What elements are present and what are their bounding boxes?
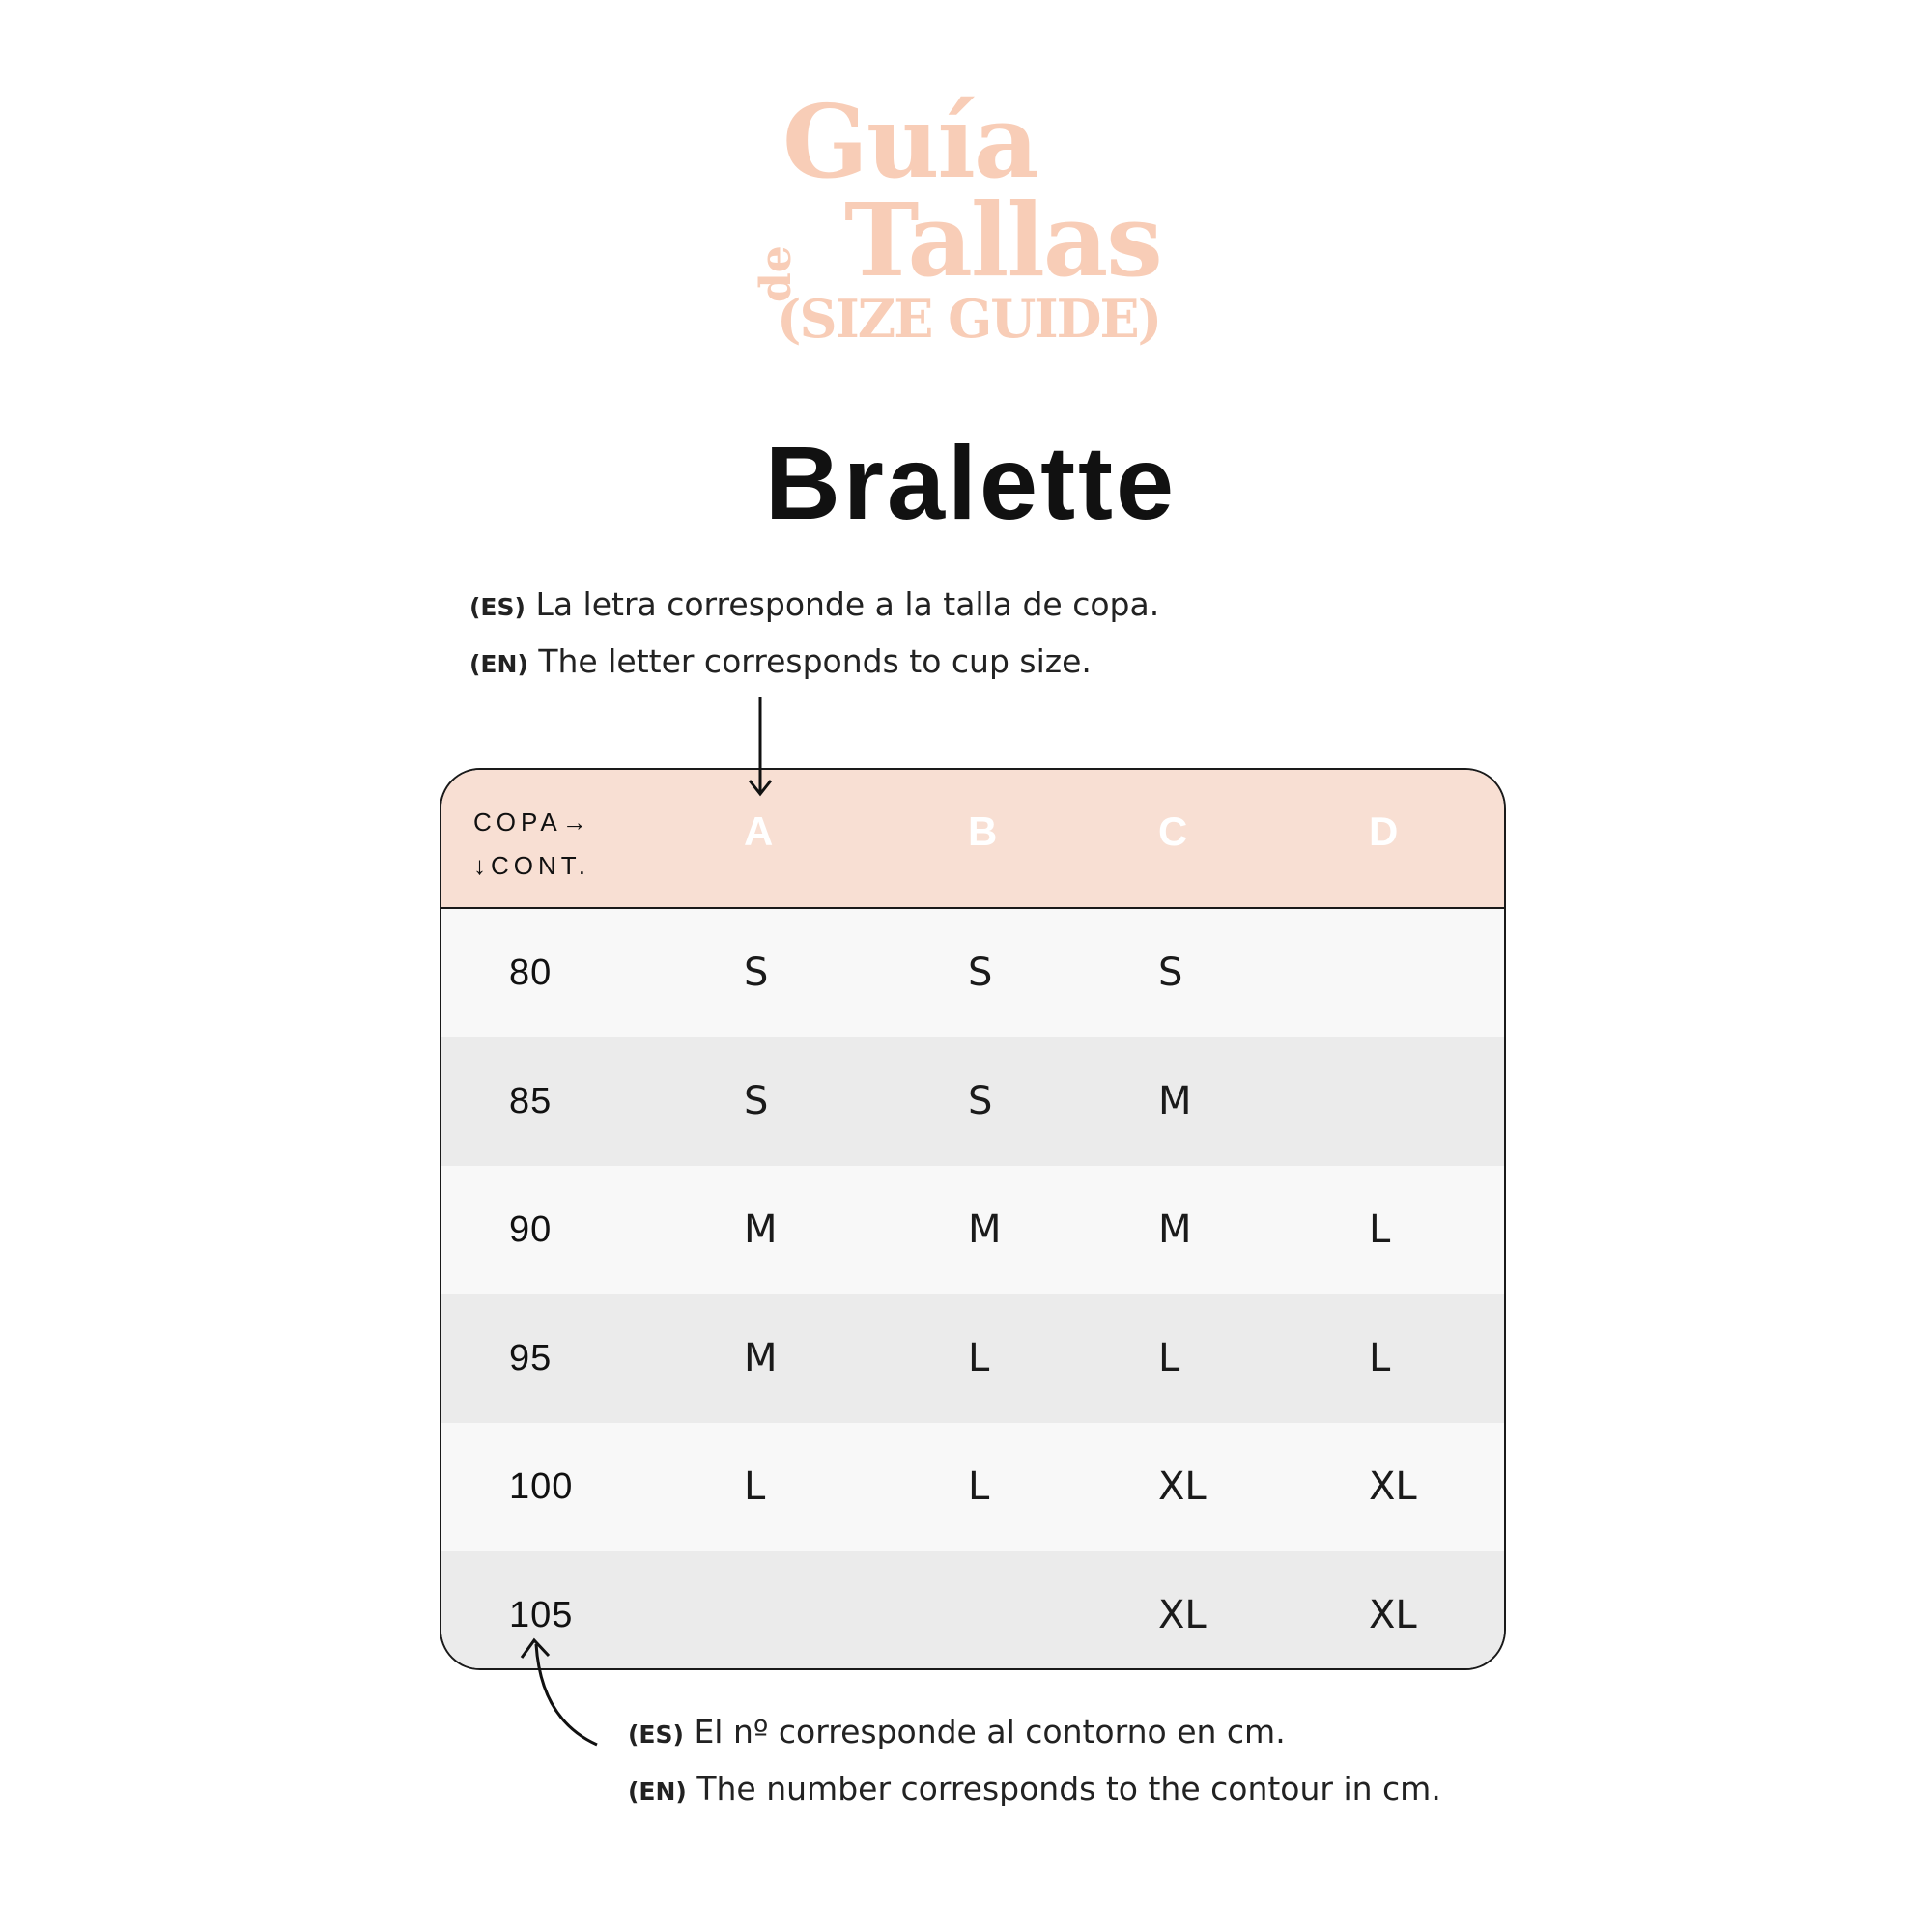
- table-cell: S: [744, 951, 769, 995]
- table-cell: L: [1369, 1336, 1391, 1380]
- column-header-c: C: [1158, 809, 1188, 854]
- table-cell: L: [968, 1336, 990, 1380]
- lang-tag-en: (EN): [469, 650, 528, 678]
- table-cell: XL: [1158, 1593, 1207, 1637]
- lang-tag-es: (ES): [469, 593, 526, 621]
- corner-cup-label: COPA→: [473, 808, 592, 837]
- logo-de: de: [752, 245, 801, 302]
- cup-note-es-text: La letra corresponde a la talla de copa.: [535, 585, 1160, 623]
- row-label: 80: [509, 952, 553, 993]
- table-cell: M: [968, 1208, 1002, 1252]
- table-cell: M: [744, 1208, 778, 1252]
- table-cell: L: [1158, 1336, 1180, 1380]
- table-cell: L: [968, 1464, 990, 1509]
- contour-note: [628, 1705, 1441, 1819]
- row-label: 105: [509, 1595, 574, 1635]
- column-header-b: B: [968, 809, 998, 854]
- table-cell: L: [1369, 1208, 1391, 1252]
- cup-note-es: [469, 578, 1159, 635]
- contour-note-es-text: El nº corresponde al contorno en cm.: [694, 1713, 1286, 1750]
- table-header: [441, 770, 1504, 909]
- table-row: [441, 1423, 1504, 1551]
- lang-tag-en: (EN): [628, 1777, 687, 1805]
- table-cell: XL: [1369, 1464, 1417, 1509]
- cup-note-en-text: The letter corresponds to cup size.: [538, 642, 1092, 680]
- table-row: [441, 1166, 1504, 1294]
- logo-tallas: Tallas: [844, 181, 1161, 299]
- table-cell: M: [744, 1336, 778, 1380]
- cup-size-note: [469, 578, 1159, 692]
- table-row: [441, 909, 1504, 1037]
- size-table: [440, 768, 1506, 1670]
- corner-contour-label: ↓CONT.: [473, 851, 590, 880]
- table-row: [441, 1037, 1504, 1166]
- cup-note-en: [469, 635, 1159, 692]
- table-cell: L: [744, 1464, 766, 1509]
- row-label: 90: [509, 1209, 553, 1250]
- contour-note-en: [628, 1762, 1441, 1819]
- table-cell: XL: [1369, 1593, 1417, 1637]
- corner-label: [473, 801, 592, 888]
- table-cell: S: [968, 951, 993, 995]
- row-label: 85: [509, 1081, 553, 1122]
- row-label: 100: [509, 1466, 574, 1507]
- contour-note-en-text: The number corresponds to the contour in cm.: [696, 1770, 1441, 1807]
- size-guide-logo: [752, 82, 1188, 353]
- row-label: 95: [509, 1338, 553, 1378]
- table-row: [441, 1294, 1504, 1423]
- column-header-d: D: [1369, 809, 1399, 854]
- table-row: [441, 1551, 1504, 1670]
- table-cell: S: [968, 1079, 993, 1123]
- table-cell: XL: [1158, 1464, 1207, 1509]
- logo-size-guide: (SIZE GUIDE): [777, 288, 1161, 350]
- table-cell: S: [744, 1079, 769, 1123]
- contour-note-es: [628, 1705, 1441, 1762]
- page-title: Bralette: [764, 424, 1178, 541]
- table-cell: M: [1158, 1208, 1192, 1252]
- lang-tag-es: (ES): [628, 1720, 684, 1748]
- table-cell: M: [1158, 1079, 1192, 1123]
- column-header-a: A: [744, 809, 774, 854]
- table-cell: S: [1158, 951, 1183, 995]
- logo-guia: Guía: [782, 82, 1037, 201]
